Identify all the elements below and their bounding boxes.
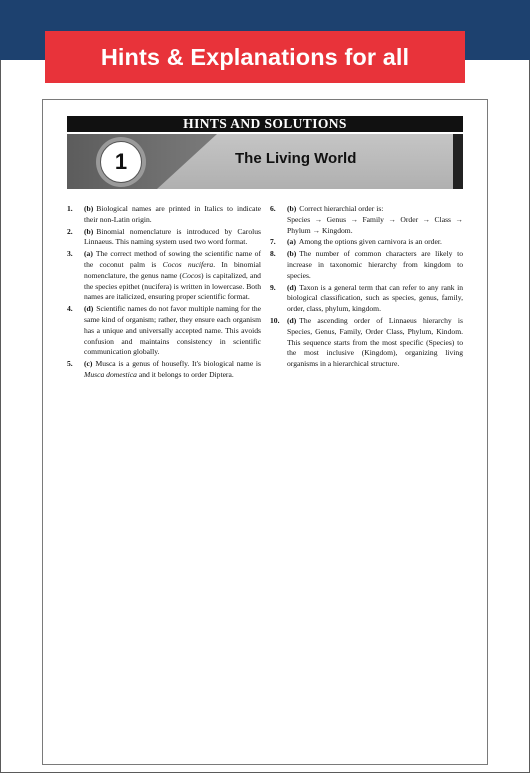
item-text [84,249,261,303]
scientific-name: Cocos nucifera [162,259,214,269]
solution-item [270,237,463,248]
answer-option: (b) [84,226,94,236]
solutions-column-left [67,204,261,382]
explanation-cont: and it belongs to order Diptera. [136,369,234,379]
explanation: The correct method of sowing the scientific name of the coconut palm is [84,249,261,269]
answer-option: (b) [287,204,297,213]
answer-option: (a) [287,237,296,247]
item-text [287,316,463,370]
explanation-cont: ) is capitalized, and the species epithet (nucifera) is written in lowercase. Both names are italicized, ensuring proper scientific format. [84,270,261,302]
answer-option: (d) [287,282,297,292]
solution-item [270,283,463,315]
item-number: 2. [67,226,73,236]
item-text [287,237,463,248]
explanation-cont: . In binomial nomenclature, the genus name ( [84,259,261,280]
explanation: Correct hierarchial order is: [299,204,384,213]
answer-option: (d) [287,315,297,325]
solution-item [270,249,463,281]
explanation: The ascending order of Linnaeus hierarchy is Species, Genus, Family, Order Class, Phylum, Kindom. This sequence starts from the most specific (Species) to the most inclusive (Kingdom), organizing living organisms in a hierarchical structure. [287,315,463,369]
solutions-column-right [270,204,463,371]
section-heading: HINTS AND SOLUTIONS [67,116,463,132]
banner-title: Hints & Explanations for all [45,31,465,83]
answer-option: (c) [84,359,93,369]
answer-option: (b) [287,249,297,259]
item-number: 6. [270,204,276,213]
explanation: Among the options given carnivora is an order. [298,237,442,247]
answer-option: (a) [84,249,93,259]
item-number: 5. [67,359,73,369]
explanation: Musca is a genus of housefly. It's biological name is [95,359,261,369]
item-number: 1. [67,204,73,213]
explanation: The number of common characters are likely to increase in taxonomic hierarchy from kingdom to species. [287,249,463,280]
chapter-title: The Living World [235,150,357,167]
item-text [84,227,261,249]
answer-option: (b) [84,204,94,213]
scientific-name: Musca domestica [84,369,137,379]
hierarchy-order: Species → Genus → Family → Order → Class → Phylum → Kingdom. [287,214,463,235]
answer-option: (d) [84,304,94,314]
item-number: 3. [67,249,73,259]
chapter-header-edge [453,134,463,189]
solution-item [67,204,261,226]
explanation: Scientific names do not favor multiple naming for the same kind of organism; rather, they ensure each organism has a unique and universally accepted name. This avoids confusion and maintains consistency in scientific communication globally. [84,304,261,357]
explanation: Taxon is a general term that can refer to any rank in biological classification, such as species, genus, family, order, class, phylum, kingdom. [287,282,463,314]
item-text [287,249,463,281]
item-number: 10. [270,315,280,325]
solution-item [67,249,261,303]
solution-item [67,304,261,358]
solution-item [270,316,463,370]
item-text [287,204,463,236]
solution-item [270,204,463,236]
genus-name: Cocos [182,270,202,280]
item-number: 9. [270,282,276,292]
explanation: Biological names are printed in Italics to indicate their non-Latin origin. [84,204,261,224]
item-number: 7. [270,237,276,247]
explanation: Binomial nomenclature is introduced by Carolus Linnaeus. This naming system used two word format. [84,226,261,247]
item-text [84,304,261,358]
item-number: 8. [270,249,276,259]
solution-item [67,227,261,249]
item-text [84,359,261,381]
item-text [287,283,463,315]
chapter-number: 1 [100,141,142,183]
item-text [84,204,261,226]
document-page [42,99,488,765]
solution-item [67,359,261,381]
item-number: 4. [67,304,73,314]
